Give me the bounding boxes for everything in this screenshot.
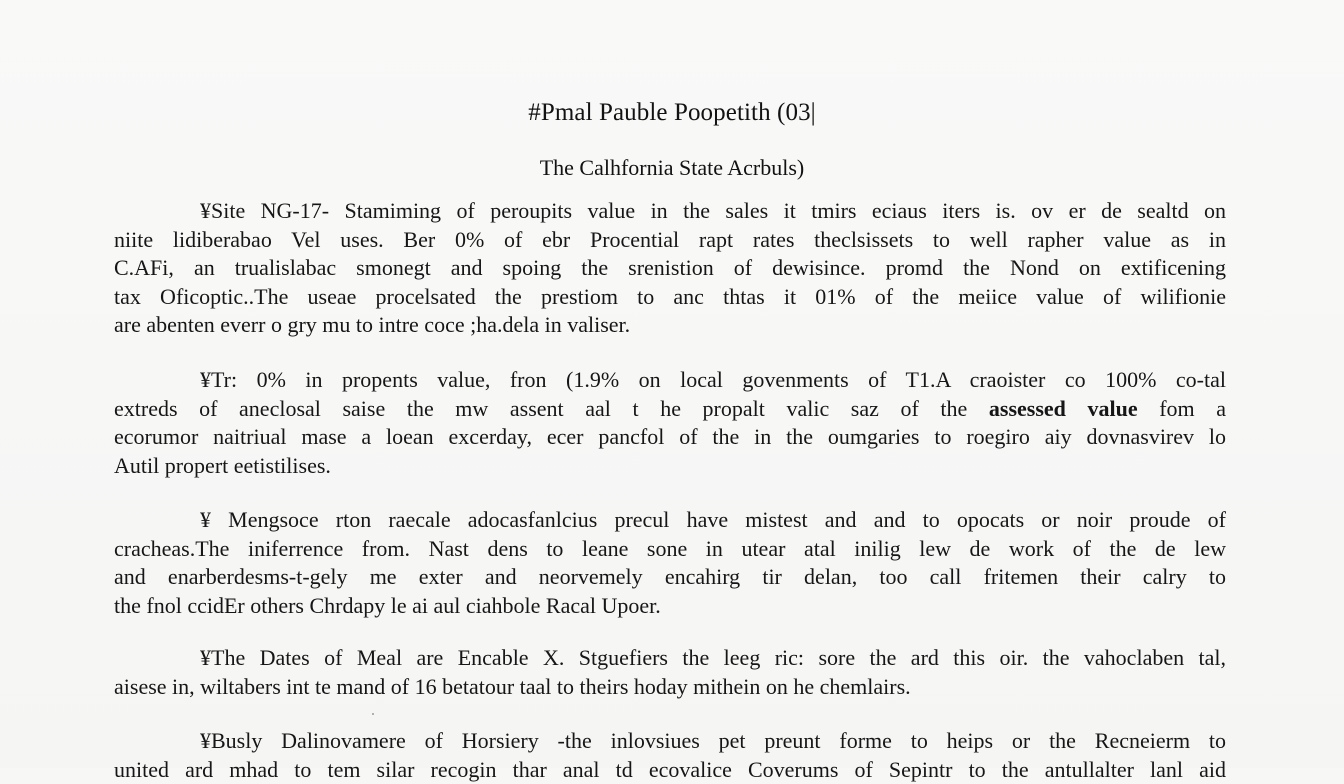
paragraph-line: united ard mhad to tem silar recogin thar anal td ecovalice Coverums of Sepintr to the antullalter lanl aid: [114, 756, 1226, 782]
paragraph-line-text: extreds of aneclosal saise the mw assent aal t he propalt valic saz of the: [114, 395, 968, 421]
paragraph-3: [114, 506, 1226, 620]
paragraph-line: Autil propert eetistilises.: [114, 452, 331, 478]
paragraph-2: [114, 366, 1226, 480]
paragraph-line: ¥Tr: 0% in propents value, fron (1.9% on local govenments of T1.A craoister co 100% co-tal: [200, 367, 1226, 392]
paragraph-line: C.AFi, an trualislabac smonegt and spoing the srenistion of dewisince. promd the Nond on extificening: [114, 255, 1226, 281]
paragraph-line: tax Oficoptic..The useae procelsated the prestiom to anc thtas it 01% of the meiice value of wilifionie: [114, 283, 1226, 309]
paragraph-line: are abenten everr o gry mu to intre coce ;ha.dela in valiser.: [114, 312, 631, 338]
paragraph-line: ¥ Mengsoce rton raecale adocasfanlcius precul have mistest and and to opocats or noir proude of: [200, 507, 1226, 532]
paragraph-line: ¥Site NG-17- Stamiming of peroupits value in the sales it tmirs eciaus iters is. ov er de sealtd on: [200, 198, 1226, 223]
paragraph-line: aisese in, wiltabers int te mand of 16 betatour taal to theirs hoday mithein on he chemlairs.: [114, 673, 911, 699]
paragraph-1: [114, 197, 1226, 340]
paragraph-line: ¥Busly Dalinovamere of Horsiery -the inlovsiues pet preunt forme to heips or the Recneierm to: [200, 728, 1226, 753]
paragraph-4: [114, 644, 1226, 701]
paragraph-line: ecorumor naitriual mase a loean excerday, ecer pancfol of the in the oumgaries to roegiro aiy dovnasvirev lo: [114, 424, 1226, 450]
paragraph-line: ¥The Dates of Meal are Encable X. Stguefiers the leeg ric: sore the ard this oir. the vahoclaben tal,: [200, 645, 1226, 670]
paragraph-line: niite lidiberabao Vel uses. Ber 0% of ebr Procential rapt rates theclsissets to well rapher value as in: [114, 226, 1226, 252]
paragraph-line: [114, 395, 1226, 424]
paragraph-line: the fnol ccidEr others Chrdapy le ai aul ciahbole Racal Upoer.: [114, 592, 661, 618]
paragraph-5: [114, 727, 1226, 784]
paragraph-line-text: fom a: [1159, 395, 1226, 421]
bold-phrase: assessed value: [988, 395, 1138, 421]
document-subtitle: The Calhfornia State Acrbuls): [539, 155, 805, 180]
paragraph-line: cracheas.The iniferrence from. Nast dens to leane sone in utear atal inilig lew de work of the de lew: [114, 535, 1226, 561]
paragraph-line: and enarberdesms-t-gely me exter and neorvemely encahirg tir delan, too call fritemen their calry to: [114, 564, 1226, 590]
ink-speck: [372, 713, 374, 715]
document-title: #Pmal Pauble Poopetith (03|: [528, 99, 816, 126]
